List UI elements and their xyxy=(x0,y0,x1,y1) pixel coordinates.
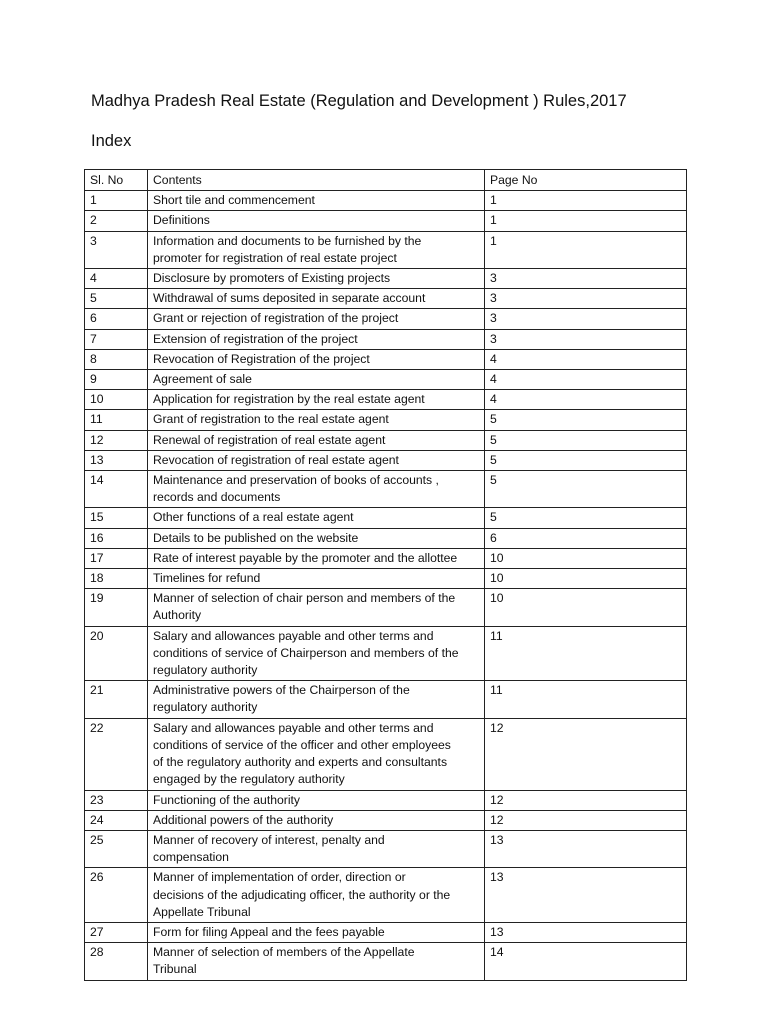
cell-contents: Details to be published on the website xyxy=(148,528,485,548)
cell-sl-no: 20 xyxy=(85,626,148,681)
index-table xyxy=(84,169,687,981)
cell-page-no: 14 xyxy=(485,943,687,980)
cell-contents: Salary and allowances payable and other terms and conditions of service of Chairperson and members of the regulatory authority xyxy=(148,626,485,681)
table-row xyxy=(85,508,687,528)
cell-sl-no: 16 xyxy=(85,528,148,548)
cell-page-no: 10 xyxy=(485,589,687,626)
table-row xyxy=(85,231,687,268)
cell-contents: Application for registration by the real estate agent xyxy=(148,390,485,410)
cell-page-no: 10 xyxy=(485,548,687,568)
table-row xyxy=(85,471,687,508)
cell-page-no: 13 xyxy=(485,830,687,867)
cell-page-no: 13 xyxy=(485,922,687,942)
cell-sl-no: 8 xyxy=(85,349,148,369)
table-row xyxy=(85,269,687,289)
cell-sl-no: 21 xyxy=(85,681,148,718)
cell-contents: Manner of selection of members of the Appellate Tribunal xyxy=(148,943,485,980)
cell-page-no: 3 xyxy=(485,289,687,309)
cell-page-no: 6 xyxy=(485,528,687,548)
cell-sl-no: 5 xyxy=(85,289,148,309)
cell-contents: Revocation of registration of real estate agent xyxy=(148,450,485,470)
cell-contents: Revocation of Registration of the project xyxy=(148,349,485,369)
cell-contents: Form for filing Appeal and the fees payable xyxy=(148,922,485,942)
cell-page-no: 12 xyxy=(485,810,687,830)
cell-sl-no: 10 xyxy=(85,390,148,410)
table-row xyxy=(85,430,687,450)
table-row xyxy=(85,718,687,790)
cell-contents: Grant or rejection of registration of the project xyxy=(148,309,485,329)
table-row xyxy=(85,922,687,942)
table-row xyxy=(85,868,687,923)
cell-sl-no: 2 xyxy=(85,211,148,231)
cell-page-no: 3 xyxy=(485,269,687,289)
cell-page-no: 3 xyxy=(485,329,687,349)
cell-contents: Other functions of a real estate agent xyxy=(148,508,485,528)
cell-sl-no: 17 xyxy=(85,548,148,568)
cell-page-no: 11 xyxy=(485,626,687,681)
table-row xyxy=(85,681,687,718)
cell-contents: Administrative powers of the Chairperson of the regulatory authority xyxy=(148,681,485,718)
table-body xyxy=(85,191,687,980)
table-row xyxy=(85,626,687,681)
table-row xyxy=(85,309,687,329)
table-row xyxy=(85,810,687,830)
cell-sl-no: 11 xyxy=(85,410,148,430)
cell-contents: Extension of registration of the project xyxy=(148,329,485,349)
cell-page-no: 1 xyxy=(485,211,687,231)
table-row xyxy=(85,211,687,231)
cell-page-no: 4 xyxy=(485,390,687,410)
cell-sl-no: 15 xyxy=(85,508,148,528)
cell-sl-no: 26 xyxy=(85,868,148,923)
cell-contents: Short tile and commencement xyxy=(148,191,485,211)
header-page-no: Page No xyxy=(485,170,687,191)
cell-sl-no: 7 xyxy=(85,329,148,349)
table-row xyxy=(85,943,687,980)
cell-page-no: 13 xyxy=(485,868,687,923)
cell-sl-no: 27 xyxy=(85,922,148,942)
cell-contents: Definitions xyxy=(148,211,485,231)
header-sl-no: Sl. No xyxy=(85,170,148,191)
cell-contents: Information and documents to be furnished by the promoter for registration of real estate project xyxy=(148,231,485,268)
table-row xyxy=(85,528,687,548)
cell-page-no: 1 xyxy=(485,231,687,268)
table-row xyxy=(85,370,687,390)
cell-sl-no: 12 xyxy=(85,430,148,450)
table-row xyxy=(85,191,687,211)
table-row xyxy=(85,589,687,626)
cell-sl-no: 25 xyxy=(85,830,148,867)
cell-page-no: 5 xyxy=(485,410,687,430)
cell-page-no: 1 xyxy=(485,191,687,211)
cell-contents: Maintenance and preservation of books of accounts , records and documents xyxy=(148,471,485,508)
table-row xyxy=(85,329,687,349)
cell-page-no: 4 xyxy=(485,349,687,369)
cell-contents: Timelines for refund xyxy=(148,569,485,589)
cell-page-no: 12 xyxy=(485,790,687,810)
cell-sl-no: 6 xyxy=(85,309,148,329)
cell-page-no: 5 xyxy=(485,430,687,450)
table-row xyxy=(85,790,687,810)
cell-contents: Renewal of registration of real estate agent xyxy=(148,430,485,450)
cell-sl-no: 3 xyxy=(85,231,148,268)
cell-sl-no: 14 xyxy=(85,471,148,508)
cell-contents: Agreement of sale xyxy=(148,370,485,390)
cell-contents: Withdrawal of sums deposited in separate account xyxy=(148,289,485,309)
cell-page-no: 4 xyxy=(485,370,687,390)
cell-contents: Disclosure by promoters of Existing projects xyxy=(148,269,485,289)
cell-page-no: 5 xyxy=(485,508,687,528)
header-contents: Contents xyxy=(148,170,485,191)
cell-contents: Manner of implementation of order, direction or decisions of the adjudicating officer, the authority or the Appellate Tribunal xyxy=(148,868,485,923)
index-heading: Index xyxy=(91,132,132,150)
table-row xyxy=(85,548,687,568)
cell-sl-no: 24 xyxy=(85,810,148,830)
cell-sl-no: 9 xyxy=(85,370,148,390)
cell-page-no: 12 xyxy=(485,718,687,790)
cell-page-no: 5 xyxy=(485,450,687,470)
cell-page-no: 3 xyxy=(485,309,687,329)
cell-sl-no: 18 xyxy=(85,569,148,589)
table-row xyxy=(85,410,687,430)
cell-contents: Additional powers of the authority xyxy=(148,810,485,830)
table-row xyxy=(85,390,687,410)
cell-contents: Grant of registration to the real estate agent xyxy=(148,410,485,430)
cell-contents: Manner of recovery of interest, penalty and compensation xyxy=(148,830,485,867)
cell-page-no: 5 xyxy=(485,471,687,508)
cell-sl-no: 22 xyxy=(85,718,148,790)
table-row xyxy=(85,830,687,867)
table-row xyxy=(85,450,687,470)
cell-page-no: 11 xyxy=(485,681,687,718)
cell-contents: Manner of selection of chair person and members of the Authority xyxy=(148,589,485,626)
cell-sl-no: 23 xyxy=(85,790,148,810)
table-row xyxy=(85,349,687,369)
document-title: Madhya Pradesh Real Estate (Regulation and Development ) Rules,2017 xyxy=(91,92,627,110)
cell-sl-no: 28 xyxy=(85,943,148,980)
cell-contents: Salary and allowances payable and other terms and conditions of service of the officer and other employees of the regulatory authority and experts and consultants engaged by the regulatory authority xyxy=(148,718,485,790)
cell-sl-no: 4 xyxy=(85,269,148,289)
cell-contents: Rate of interest payable by the promoter and the allottee xyxy=(148,548,485,568)
cell-sl-no: 19 xyxy=(85,589,148,626)
table-row xyxy=(85,289,687,309)
table-row xyxy=(85,569,687,589)
cell-sl-no: 13 xyxy=(85,450,148,470)
cell-contents: Functioning of the authority xyxy=(148,790,485,810)
cell-sl-no: 1 xyxy=(85,191,148,211)
table-header-row xyxy=(85,170,687,191)
cell-page-no: 10 xyxy=(485,569,687,589)
